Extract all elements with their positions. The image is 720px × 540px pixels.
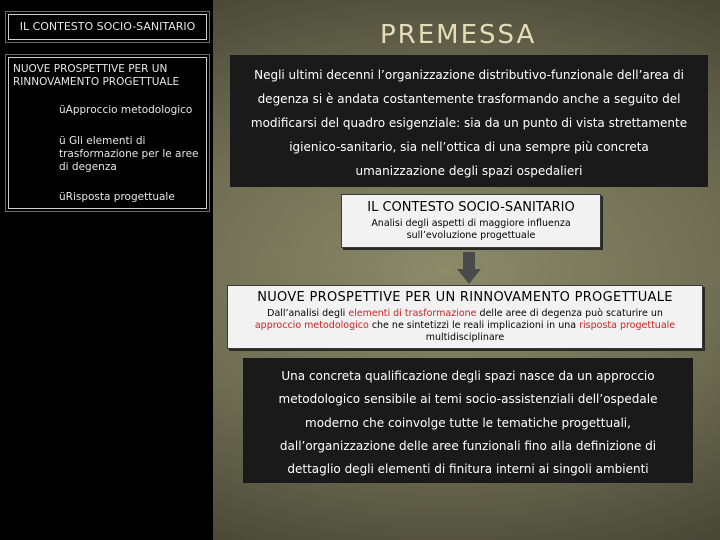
text-run: delle aree di degenza può scaturire un [476,308,663,319]
highlight-approccio: approccio metodologico [254,320,369,331]
conclusion-box [243,358,693,483]
text-run: che ne sintetizzi le reali implicazioni in una [368,320,580,331]
premise-line: Negli ultimi decenni l’organizzazione distributivo-funzionale dell’area di [254,68,684,82]
context-heading: IL CONTESTO SOCIO-SANITARIO [367,200,575,215]
page-title: PREMESSA [380,20,537,50]
sidebar [0,0,213,540]
text-run: Dall’analisi degli [267,308,349,319]
context-subtitle-line: Analisi degli aspetti di maggiore influenza [371,218,571,229]
context-subtitle [342,218,600,242]
context-box [341,194,601,248]
premise-line: modificarsi del quadro esigenziale: sia da un punto di vista strettamente [250,116,688,130]
premise-line: degenza si è andata costantemente trasformando anche a seguito del [257,92,681,106]
sidebar-section-title: NUOVE PROSPETTIVE PER UN RINNOVAMENTO PROGETTUALE [13,63,180,88]
down-arrow-icon [457,252,481,284]
premise-box [230,55,708,187]
premise-line: umanizzazione degli spazi ospedalieri [355,164,583,178]
sidebar-item-approccio[interactable]: üApproccio metodologico [59,104,193,116]
sidebar-item-contesto[interactable] [8,14,207,40]
conclusion-line: dall’organizzazione delle aree funzionali fino alla definizione di [279,439,657,453]
highlight-elementi: elementi di trasformazione [348,308,477,319]
sidebar-item-risposta[interactable]: üRisposta progettuale [59,191,175,203]
sidebar-item-elementi[interactable]: ü Gli elementi di trasformazione per le aree di degenza [59,135,199,173]
conclusion-line: metodologico sensibile ai temi socio-assistenziali dell’ospedale [278,392,658,406]
conclusion-line: moderno che coinvolge tutte le tematiche progettuali, [305,416,631,430]
prospects-description [234,308,696,344]
conclusion-line: dettaglio degli elementi di finitura interni ai singoli ambienti [287,462,649,476]
context-subtitle-line: sull’evoluzione progettuale [406,230,536,241]
sidebar-item-label: IL CONTESTO SOCIO-SANITARIO [19,20,196,33]
prospects-line [234,308,696,320]
sidebar-section-prospettive[interactable] [8,57,207,209]
prospects-box [227,285,703,349]
prospects-heading: NUOVE PROSPETTIVE PER UN RINNOVAMENTO PROGETTUALE [257,290,673,305]
conclusion-line: Una concreta qualificazione degli spazi nasce da un approccio [281,369,655,383]
prospects-line: multidisciplinare [425,332,505,343]
prospects-line [234,320,696,332]
highlight-risposta: risposta progettuale [579,320,676,331]
premise-line: igienico-sanitario, sia nell’ottica di una sempre più concreta [289,140,649,154]
